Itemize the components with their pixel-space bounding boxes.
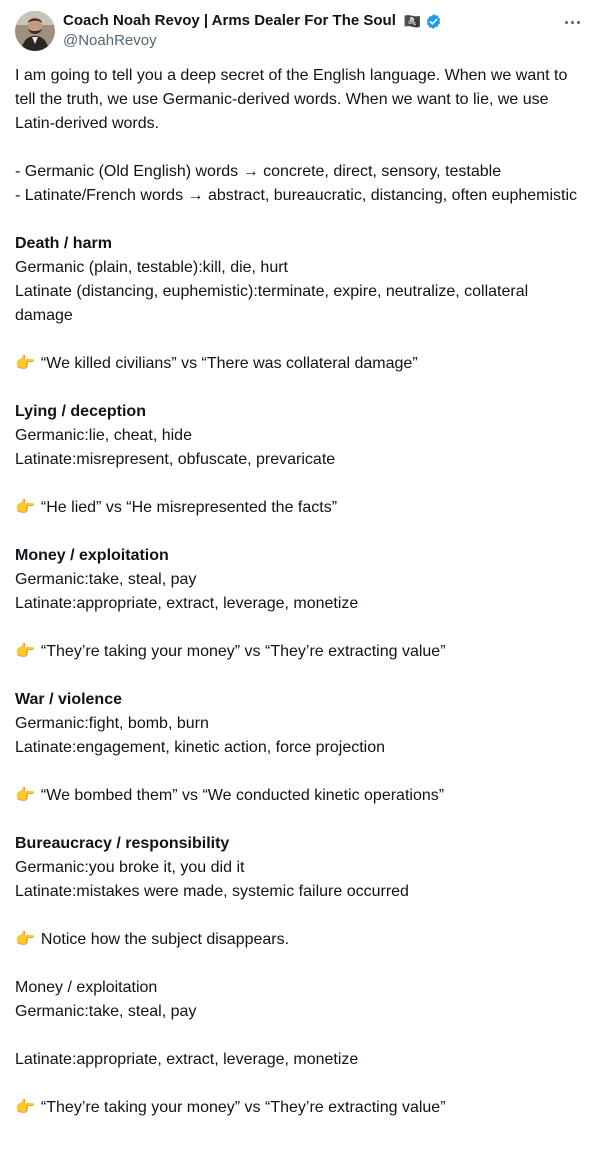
section-heading: Lying / deception bbox=[15, 403, 146, 420]
example-line: 👉 “They’re taking your money” vs “They’re extracting value” bbox=[15, 1099, 446, 1116]
section-heading: Money / exploitation bbox=[15, 547, 169, 564]
germanic-line: Germanic:take, steal, pay bbox=[15, 571, 197, 588]
pointing-hand-icon: 👉 bbox=[15, 1099, 35, 1116]
germanic-line: Germanic (plain, testable):kill, die, hurt bbox=[15, 259, 288, 276]
germanic-line: Germanic:fight, bomb, burn bbox=[15, 715, 209, 732]
list-item-germanic: - Germanic (Old English) words → concrete, direct, sensory, testable bbox=[15, 163, 502, 180]
latinate-line: Latinate (distancing, euphemistic):terminate, expire, neutralize, collateral damage bbox=[15, 283, 529, 324]
pointing-hand-icon: 👉 bbox=[15, 355, 35, 372]
section-heading: Death / harm bbox=[15, 235, 112, 252]
author-handle[interactable]: @NoahRevoy bbox=[63, 32, 157, 49]
latinate-line: Latinate:mistakes were made, systemic failure occurred bbox=[15, 883, 409, 900]
germanic-line: Germanic:take, steal, pay bbox=[15, 1003, 197, 1020]
pointing-hand-icon: 👉 bbox=[15, 643, 35, 660]
section-heading: War / violence bbox=[15, 691, 122, 708]
more-options-icon[interactable] bbox=[562, 12, 582, 32]
tweet-text bbox=[15, 64, 580, 1120]
list-item-latinate: - Latinate/French words → abstract, bureaucratic, distancing, often euphemistic bbox=[15, 187, 578, 204]
pointing-hand-icon: 👉 bbox=[15, 787, 35, 804]
latinate-line: Latinate:appropriate, extract, leverage, monetize bbox=[15, 595, 359, 612]
latinate-line: Latinate:appropriate, extract, leverage, monetize bbox=[15, 1051, 359, 1068]
latinate-line: Latinate:engagement, kinetic action, force projection bbox=[15, 739, 386, 756]
pirate-flag-emoji: 🏴‍☠️ bbox=[403, 13, 422, 29]
germanic-line: Germanic:lie, cheat, hide bbox=[15, 427, 192, 444]
author-name-row bbox=[63, 11, 442, 31]
pointing-hand-icon: 👉 bbox=[15, 931, 35, 948]
example-line: 👉 “We killed civilians” vs “There was collateral damage” bbox=[15, 355, 418, 372]
example-line: 👉 “We bombed them” vs “We conducted kinetic operations” bbox=[15, 787, 445, 804]
latinate-line: Latinate:misrepresent, obfuscate, prevaricate bbox=[15, 451, 336, 468]
example-line: 👉 “They’re taking your money” vs “They’re extracting value” bbox=[15, 643, 446, 660]
verified-badge-icon bbox=[425, 13, 442, 30]
pointing-hand-icon: 👉 bbox=[15, 499, 35, 516]
germanic-line: Germanic:you broke it, you did it bbox=[15, 859, 245, 876]
example-line: 👉 “He lied” vs “He misrepresented the facts” bbox=[15, 499, 338, 516]
section-heading: Bureaucracy / responsibility bbox=[15, 835, 230, 852]
intro-paragraph: I am going to tell you a deep secret of the English language. When we want to tell the truth, we use Germanic-derived words. When we want to lie, we use Latin-derived words. bbox=[15, 67, 568, 132]
author-name[interactable]: Coach Noah Revoy | Arms Dealer For The Soul bbox=[63, 12, 396, 29]
repeat-heading: Money / exploitation bbox=[15, 979, 158, 996]
example-line: 👉 Notice how the subject disappears. bbox=[15, 931, 290, 948]
avatar[interactable] bbox=[15, 11, 55, 51]
